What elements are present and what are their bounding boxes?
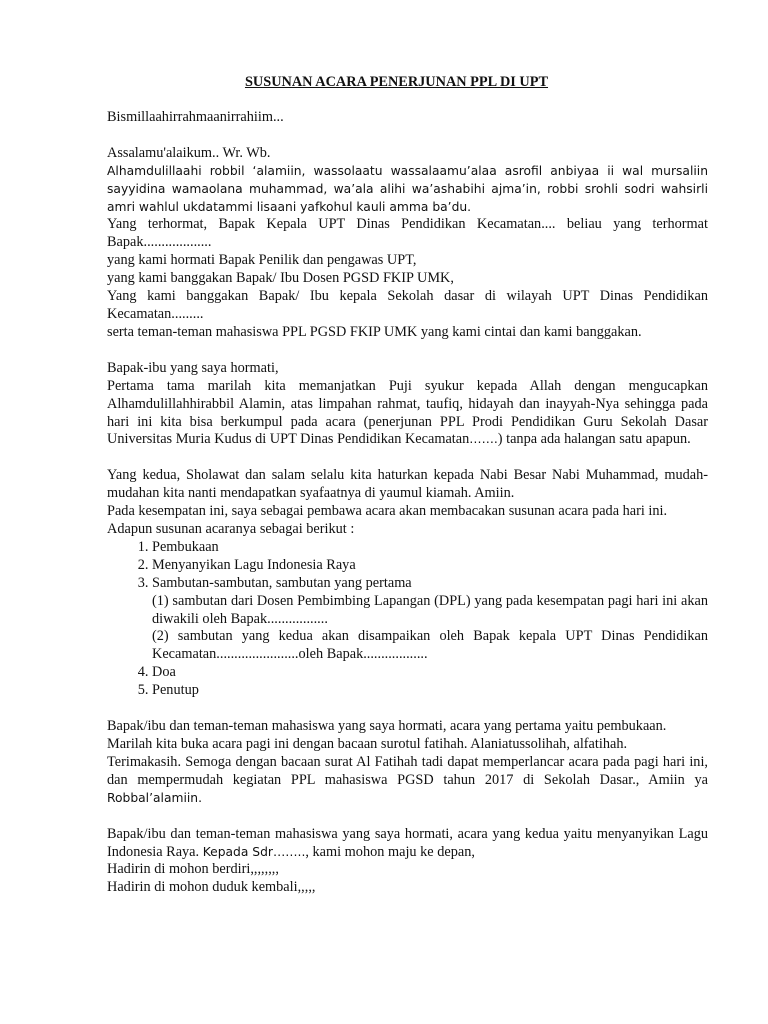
paragraph-text: Terimakasih. Semoga dengan bacaan surat Al Fatihah tadi dapat memperlancar acara pada pagi hari ini, dan mempermudah kegiatan PPL mahasiswa PGSD tahun 2017 di Sekolah Dasar., Amiin ya bbox=[107, 753, 708, 788]
paragraph-body bbox=[107, 826, 708, 862]
agenda-item bbox=[152, 575, 708, 665]
paragraph-body: Yang kedua, Sholawat dan salam selalu kita haturkan kepada Nabi Besar Nabi Muhammad, mudah-mudahan kita nanti mendapatkan syafaatnya di yaumul kiamah. Amiin. bbox=[107, 467, 708, 502]
paragraph-body: Bapak/ibu dan teman-teman mahasiswa yang saya hormati, acara yang pertama yaitu pembukaan. bbox=[107, 718, 667, 735]
spacer bbox=[107, 449, 708, 467]
greeting-line: yang kami banggakan Bapak/ Ibu Dosen PGSD FKIP UMK, bbox=[107, 270, 454, 287]
paragraph-body bbox=[107, 378, 708, 450]
spacer bbox=[107, 808, 708, 826]
greeting-line: Yang kami banggakan Bapak/ Ibu kepala Sekolah dasar di wilayah UPT Dinas Pendidikan Kecamatan......... bbox=[107, 288, 708, 322]
greeting-line: yang kami hormati Bapak Penilik dan pengawas UPT, bbox=[107, 252, 417, 269]
agenda-item: 2. Menyanyikan Lagu Indonesia Raya bbox=[152, 557, 708, 575]
paragraph-heading: Bapak-ibu yang saya hormati, bbox=[107, 359, 279, 376]
agenda-item: 4. Doa bbox=[152, 664, 708, 682]
paragraph-text: Bapak/ibu dan teman-teman mahasiswa yang saya hormati, acara yang kedua yaitu menyanyikan Lagu Indonesia Raya. bbox=[107, 825, 708, 860]
spacer bbox=[107, 127, 708, 145]
opening-line: Bismillaahirrahmaanirrahiim... bbox=[107, 108, 284, 125]
paragraph-body: Hadirin di mohon duduk kembali,,,,, bbox=[107, 879, 316, 896]
paragraph-text: , kami mohon maju ke depan, bbox=[305, 843, 475, 860]
agenda-subitem: (2) sambutan yang kedua akan disampaikan oleh Bapak kepala UPT Dinas Pendidikan Kecamatan.......................oleh Bapak.................. bbox=[152, 628, 708, 663]
paragraph-body: Adapun susunan acaranya sebagai berikut : bbox=[107, 521, 355, 538]
agenda-item: 1. Pembukaan bbox=[152, 539, 708, 557]
paragraph-body bbox=[107, 754, 708, 808]
paragraph-body: Hadirin di mohon berdiri,,,,,,,, bbox=[107, 861, 279, 878]
spacer bbox=[107, 700, 708, 718]
agenda-item: 5. Penutup bbox=[152, 682, 708, 700]
paragraph-text: Robbal’alamiin. bbox=[107, 790, 202, 805]
agenda-list bbox=[107, 539, 708, 700]
salam-line: Assalamu'alaikum.. Wr. Wb. bbox=[107, 144, 271, 161]
spacer bbox=[107, 342, 708, 360]
greeting-line: serta teman-teman mahasiswa PPL PGSD FKIP UMK yang kami cintai dan kami banggakan. bbox=[107, 323, 642, 340]
greeting-line: Yang terhormat, Bapak Kepala UPT Dinas Pendidikan Kecamatan.... beliau yang terhormat Bapak................... bbox=[107, 216, 708, 251]
arabic-opening-paragraph: Alhamdulillaahi robbil ‘alamiin, wassolaatu wassalaamu’alaa asrofil anbiyaa ii wal mursaliin sayyidina wamaolana muhammad, wa’ala alihi wa’ashabihi ajma’in, robbi srohli sodri wahsirli amri wahlul ukdatammi lisaani yafkohul kauli amma ba’du. bbox=[107, 163, 708, 214]
paragraph-text: ) tanpa ada halangan satu apapun. bbox=[497, 431, 691, 448]
paragraph-dots: ……. bbox=[469, 432, 498, 447]
agenda-subitem: (1) sambutan dari Dosen Pembimbing Lapangan (DPL) yang pada kesempatan pagi hari ini akan diwakili oleh Bapak................. bbox=[152, 592, 708, 627]
paragraph-text: Pertama tama marilah kita memanjatkan Puji syukur kepada Allah dengan mengucapkan Alhamdulillahhirabbil Alamin, atas limpahan rahmat, taufiq, hidayah dan inayyah-Nya sehingga pada hari ini kita bisa berkumpul pada acara (penerjunan PPL Prodi Pendidikan Guru Sekolah Dasar Universitas Muria Kudus di UPT Dinas Pendidikan Kecamatan bbox=[107, 377, 708, 448]
paragraph-body: Marilah kita buka acara pagi ini dengan bacaan surotul fatihah. Alaniatussolihah, alfatihah. bbox=[107, 736, 628, 752]
paragraph-text: Kepada Sdr…….. bbox=[202, 844, 306, 859]
paragraph-body: Pada kesempatan ini, saya sebagai pembawa acara akan membacakan susunan acara pada hari ini. bbox=[107, 503, 668, 520]
agenda-item-text: Sambutan-sambutan, sambutan yang pertama bbox=[152, 574, 412, 591]
document-title: SUSUNAN ACARA PENERJUNAN PPL DI UPT bbox=[244, 74, 549, 90]
